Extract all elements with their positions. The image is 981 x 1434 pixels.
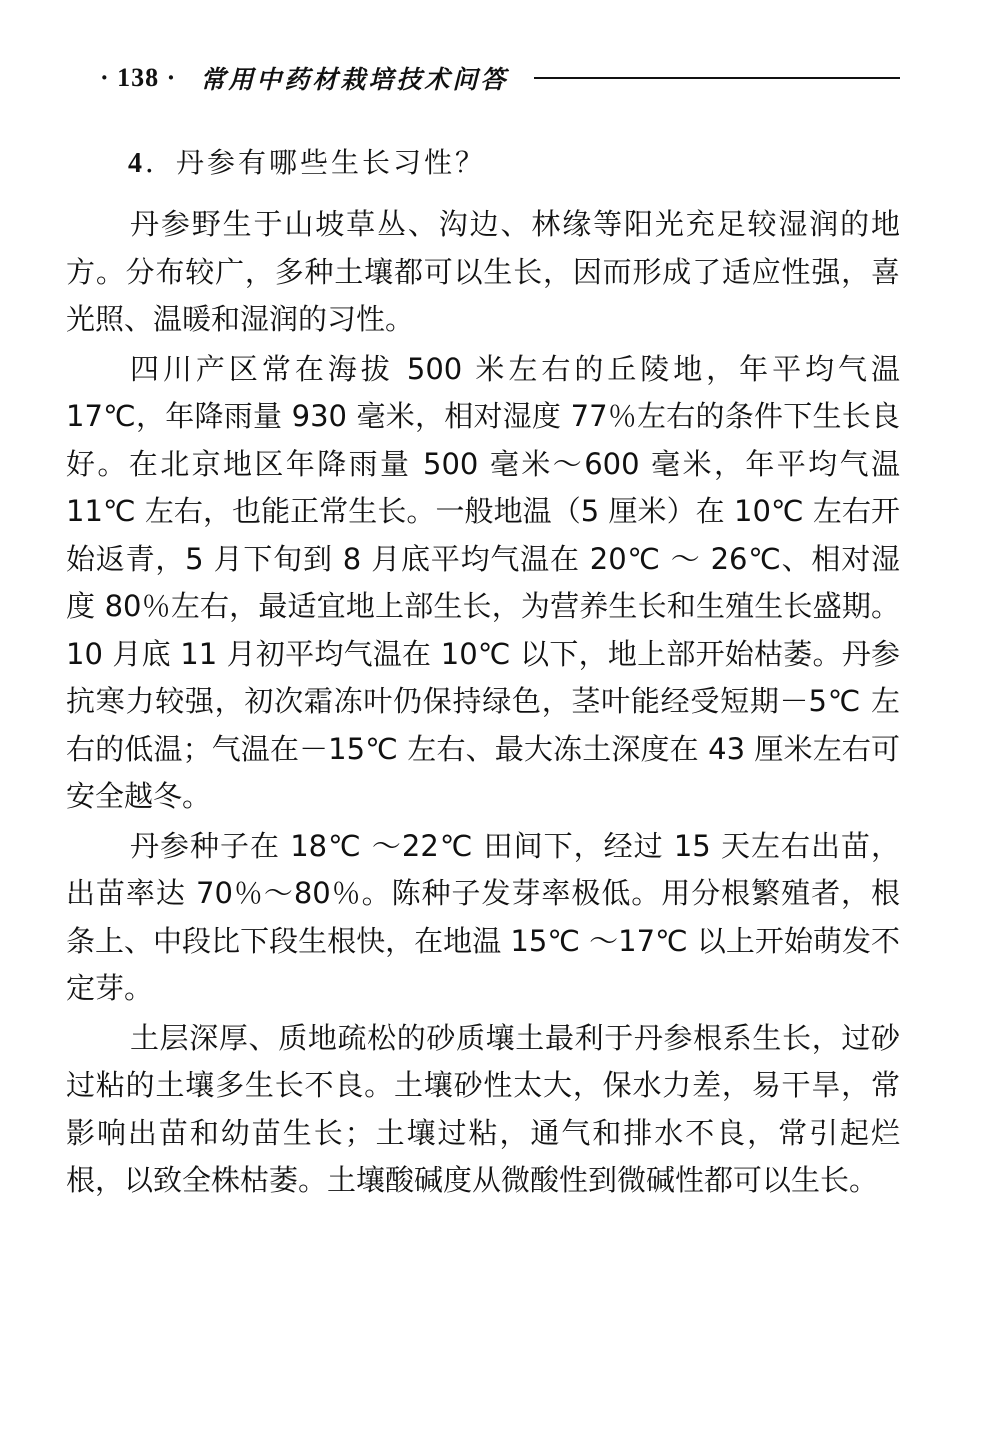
paragraph-seed-germination: 丹参种子在 18℃ ～22℃ 田间下，经过 15 天左右出苗，出苗率达 70％～80％。陈种子发芽率极低。用分根繁殖者，根条上、中段比下段生根快，在地温 15℃ ～17℃ 以上开始萌发不定芽。 xyxy=(66,828,900,1005)
paragraph-habitat: 丹参野生于山坡草丛、沟边、林缘等阳光充足较湿润的地方。分布较广，多种土壤都可以生长，因而形成了适应性强，喜光照、温暖和湿润的习性。 xyxy=(66,207,900,336)
running-title: 常用中药材栽培技术问答 xyxy=(200,65,509,94)
paragraph-soil: 土层深厚、质地疏松的砂质壤土最利于丹参根系生长，过砂过粘的土壤多生长不良。土壤砂性太大，保水力差，易干旱，常影响出苗和幼苗生长；土壤过粘，通气和排水不良，常引起烂根，以致全株枯萎。土壤酸碱度从微酸性到微碱性都可以生长。 xyxy=(66,1020,900,1197)
section-number: 4 xyxy=(128,148,145,179)
paragraph-climate: 四川产区常在海拔 500 米左右的丘陵地，年平均气温 17℃，年降雨量 930 毫米，相对湿度 77％左右的条件下生长良好。在北京地区年降雨量 500 毫米～600 毫米，年平均气温 11℃ 左右，也能正常生长。一般地温（5 厘米）在 10℃ 左右开始返青，5 月下旬到 8 月底平均气温在 20℃ ～ 26℃、相对湿度 80％左右，最适宜地上部生长，为营养生长和生殖生长盛期。10 月底 11 月初平均气温在 10℃ 以下，地上部开始枯萎。丹参抗寒力较强，初次霜冻叶仍保持绿色，茎叶能经受短期－5℃ 左右的低温；气温在－15℃ 左右、最大冻土深度在 43 厘米左右可安全越冬。 xyxy=(66,351,900,813)
header-rule xyxy=(534,77,900,79)
page-header xyxy=(100,58,900,98)
page-body xyxy=(66,140,900,1207)
page-number: · 138 · xyxy=(100,63,177,92)
section-number-dot: ． xyxy=(145,146,177,179)
section-heading xyxy=(128,140,900,187)
section-title: 丹参有哪些生长习性？ xyxy=(176,146,487,179)
